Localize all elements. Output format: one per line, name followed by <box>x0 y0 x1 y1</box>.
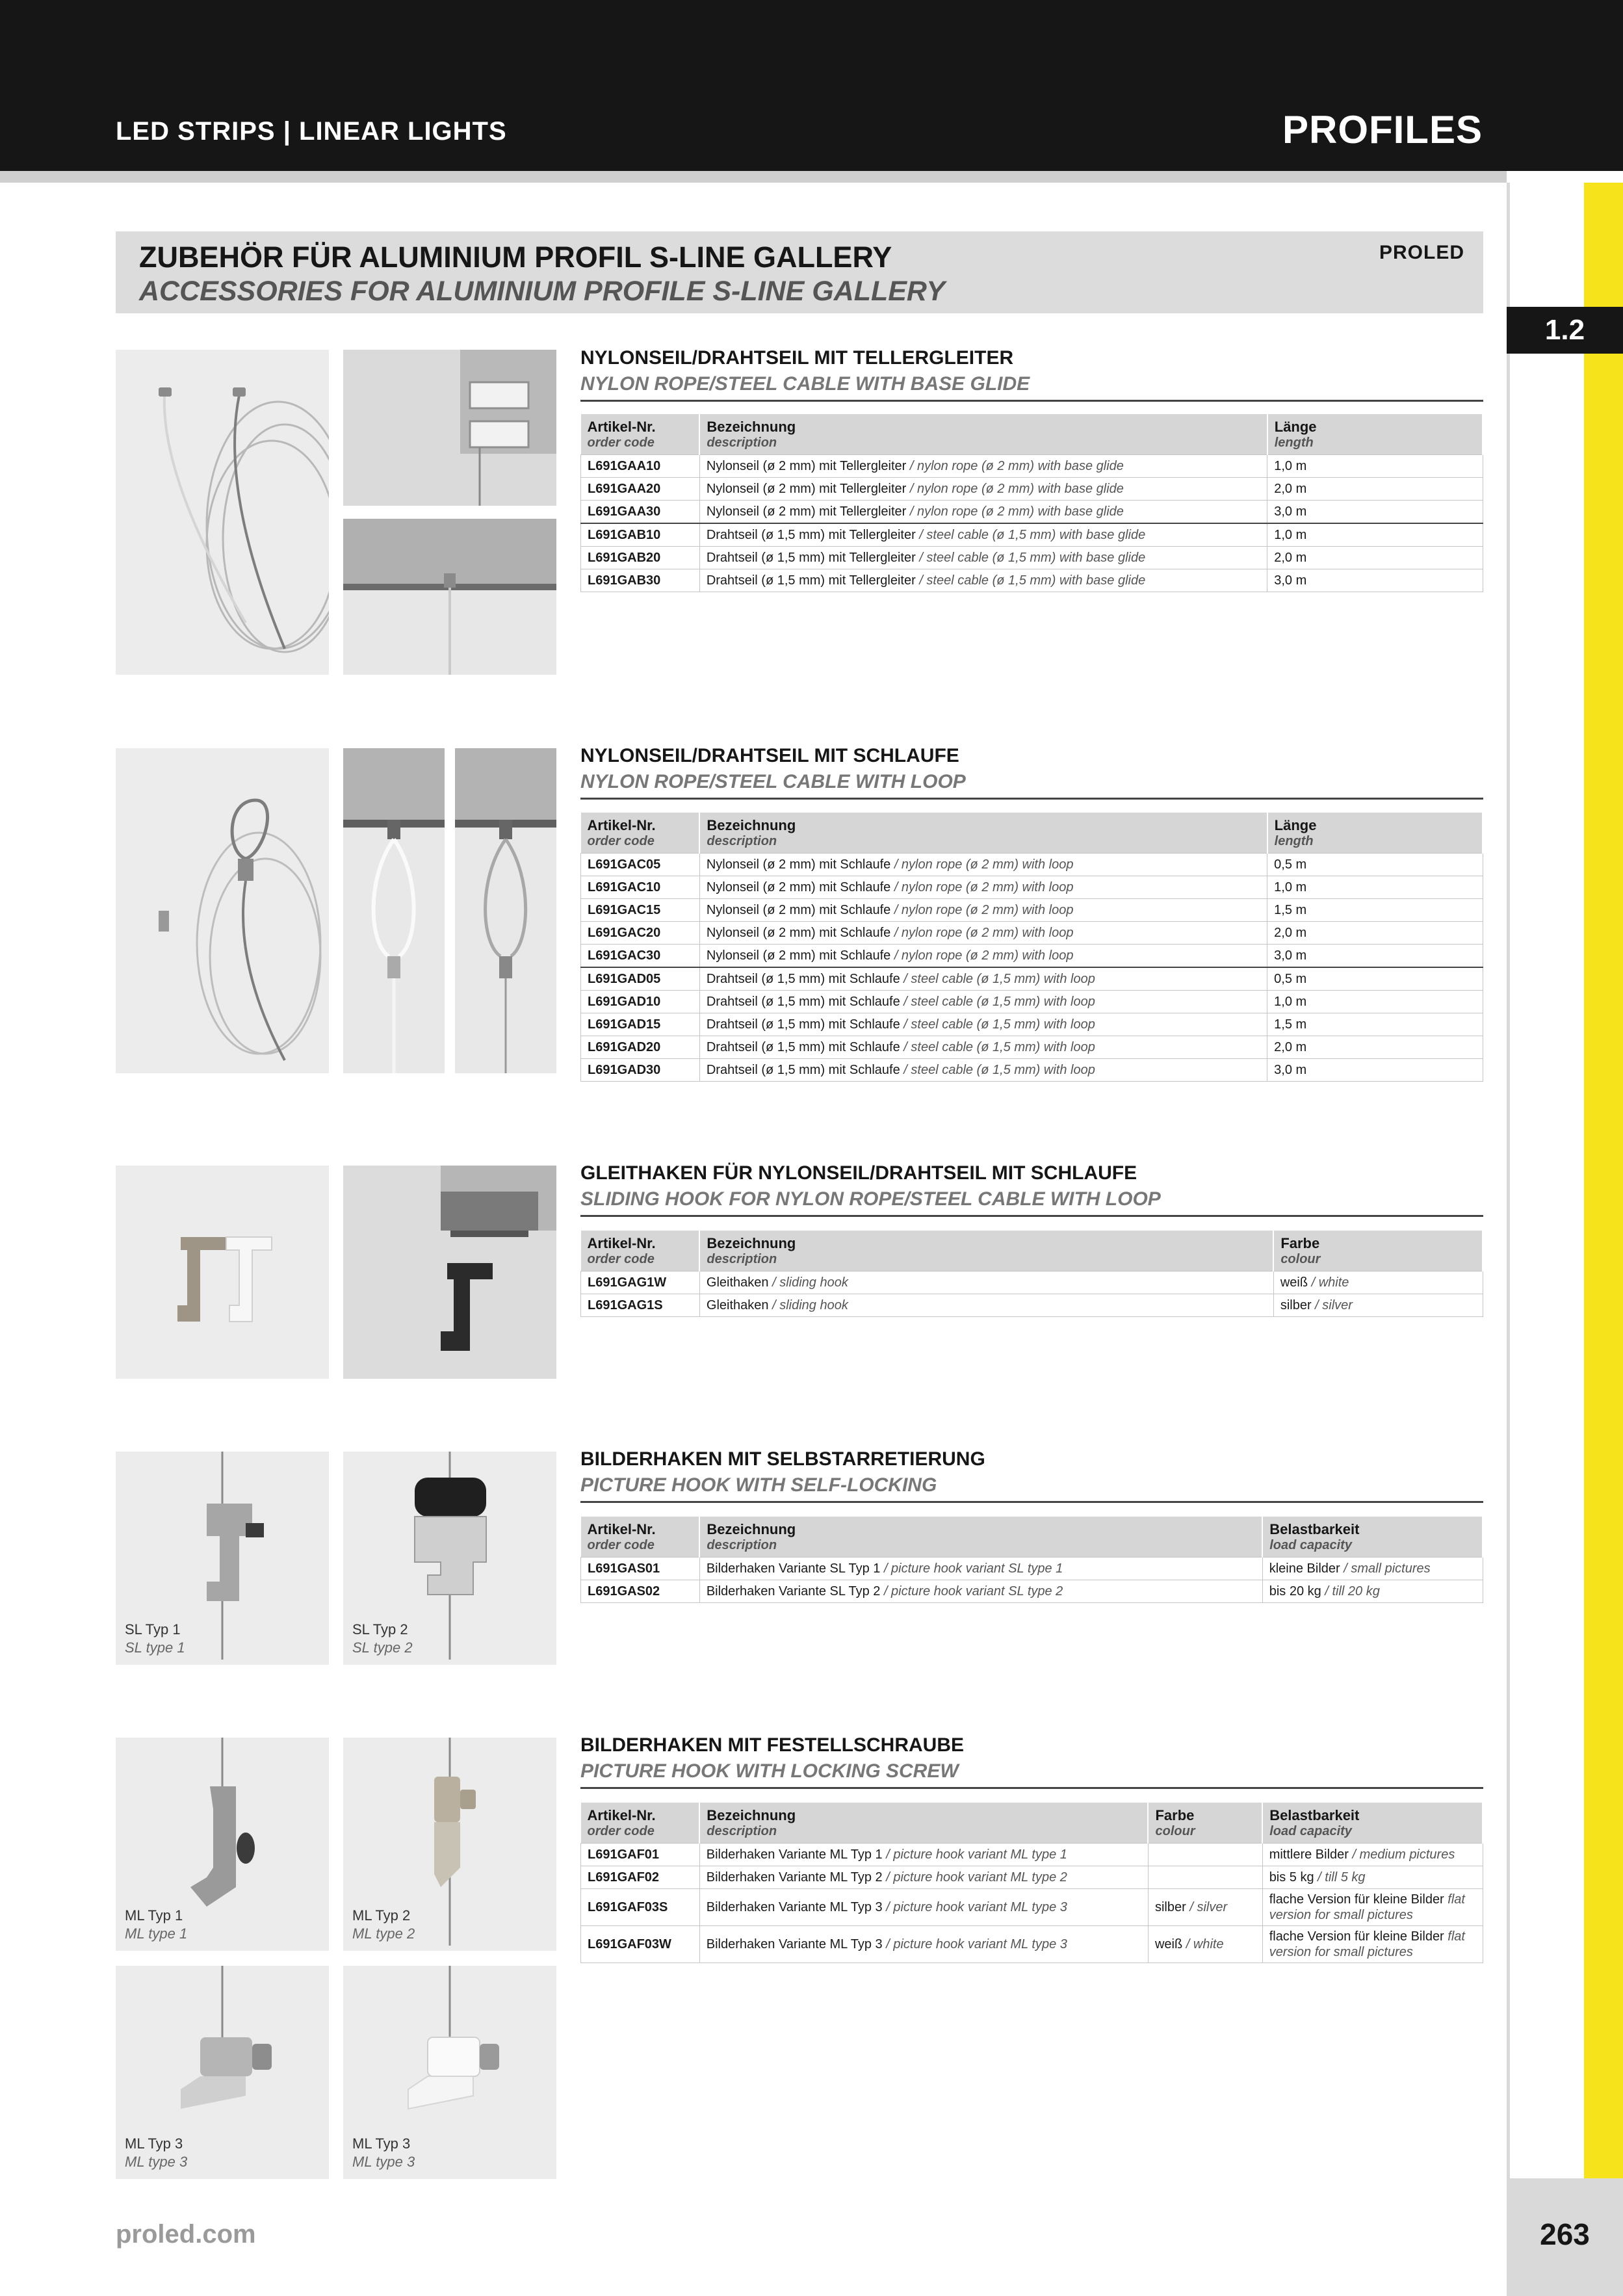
col-length: Länge length <box>1267 414 1483 455</box>
table-row: L691GAC30 Nylonseil (ø 2 mm) mit Schlaufe / nylon rope (ø 2 mm) with loop 3,0 m <box>581 945 1483 968</box>
table-row: L691GAC20 Nylonseil (ø 2 mm) mit Schlaufe / nylon rope (ø 2 mm) with loop 2,0 m <box>581 922 1483 945</box>
col-order-code: Artikel-Nr. order code <box>581 1517 700 1558</box>
col-description: Bezeichnung description <box>699 1231 1273 1272</box>
section-tab[interactable]: 1.2 <box>1507 307 1623 354</box>
section-base-glide-header <box>580 345 1483 402</box>
brand-logo: PROLED <box>1379 242 1465 263</box>
photo-profile-glide <box>343 350 556 506</box>
table-row: L691GAD30 Drahtseil (ø 1,5 mm) mit Schlaufe / steel cable (ø 1,5 mm) with loop 3,0 m <box>581 1059 1483 1082</box>
table-row: L691GAD05 Drahtseil (ø 1,5 mm) mit Schlaufe / steel cable (ø 1,5 mm) with loop 0,5 m <box>581 967 1483 991</box>
photo-caption: SL Typ 1 SL type 1 <box>125 1621 185 1656</box>
table-loop <box>580 813 1483 1082</box>
col-order-code: Artikel-Nr. order code <box>581 414 700 455</box>
table-locking-screw <box>580 1803 1483 1963</box>
table-row: L691GAC15 Nylonseil (ø 2 mm) mit Schlaufe / nylon rope (ø 2 mm) with loop 1,5 m <box>581 899 1483 922</box>
section-title-en: SLIDING HOOK FOR NYLON ROPE/STEEL CABLE WITH LOOP <box>580 1188 1161 1210</box>
photo-ml-type-2 <box>343 1738 556 1951</box>
col-description: Bezeichnung description <box>699 1803 1148 1844</box>
photo-caption: ML Typ 1 ML type 1 <box>125 1907 188 1942</box>
col-colour: Farbe colour <box>1148 1803 1262 1844</box>
footer-url[interactable]: proled.com <box>116 2220 256 2249</box>
photo-ml-type-1 <box>116 1738 329 1951</box>
photo-caption: ML Typ 3 ML type 3 <box>125 2135 188 2170</box>
table-row: L691GAS01 Bilderhaken Variante SL Typ 1 / picture hook variant SL type 1 kleine Bilder / small pictures <box>581 1558 1483 1580</box>
photo-caption: ML Typ 3 ML type 3 <box>352 2135 415 2170</box>
section-sliding-hook-header <box>580 1160 1483 1217</box>
photo-caption: ML Typ 2 ML type 2 <box>352 1907 415 1942</box>
header-title: PROFILES <box>1282 108 1483 151</box>
table-row: L691GAS02 Bilderhaken Variante SL Typ 2 / picture hook variant SL type 2 bis 20 kg / till 20 kg <box>581 1580 1483 1603</box>
col-load-capacity: Belastbarkeit load capacity <box>1262 1803 1483 1844</box>
table-row: L691GAC05 Nylonseil (ø 2 mm) mit Schlaufe / nylon rope (ø 2 mm) with loop 0,5 m <box>581 854 1483 876</box>
section-title-de: NYLONSEIL/DRAHTSEIL MIT SCHLAUFE <box>580 745 959 766</box>
col-description: Bezeichnung description <box>699 813 1267 854</box>
col-order-code: Artikel-Nr. order code <box>581 1231 700 1272</box>
table-row: L691GAD20 Drahtseil (ø 1,5 mm) mit Schlaufe / steel cable (ø 1,5 mm) with loop 2,0 m <box>581 1036 1483 1059</box>
col-colour: Farbe colour <box>1273 1231 1483 1272</box>
table-row: L691GAC10 Nylonseil (ø 2 mm) mit Schlaufe / nylon rope (ø 2 mm) with loop 1,0 m <box>581 876 1483 899</box>
table-row: L691GAG1S Gleithaken / sliding hook silber / silver <box>581 1294 1483 1317</box>
table-row: L691GAA10 Nylonseil (ø 2 mm) mit Tellergleiter / nylon rope (ø 2 mm) with base glide 1,0 m <box>581 455 1483 478</box>
section-title-de: GLEITHAKEN FÜR NYLONSEIL/DRAHTSEIL MIT SCHLAUFE <box>580 1162 1137 1184</box>
table-row: L691GAB10 Drahtseil (ø 1,5 mm) mit Tellergleiter / steel cable (ø 1,5 mm) with base glide 1,0 m <box>581 523 1483 547</box>
photo-sl-type-1 <box>116 1452 329 1665</box>
header-category: LED STRIPS | LINEAR LIGHTS <box>116 117 507 146</box>
section-title-de: NYLONSEIL/DRAHTSEIL MIT TELLERGLEITER <box>580 347 1014 369</box>
section-title-en: PICTURE HOOK WITH SELF-LOCKING <box>580 1474 937 1496</box>
photo-rail-nylon-loop <box>343 748 445 1073</box>
section-title-en: NYLON ROPE/STEEL CABLE WITH BASE GLIDE <box>580 373 1030 395</box>
photo-ml-type-3-white <box>343 1966 556 2179</box>
photo-caption: SL Typ 2 SL type 2 <box>352 1621 413 1656</box>
table-row: L691GAA30 Nylonseil (ø 2 mm) mit Tellergleiter / nylon rope (ø 2 mm) with base glide 3,0 m <box>581 501 1483 524</box>
col-order-code: Artikel-Nr. order code <box>581 813 700 854</box>
table-row: L691GAD10 Drahtseil (ø 1,5 mm) mit Schlaufe / steel cable (ø 1,5 mm) with loop 1,0 m <box>581 991 1483 1013</box>
page-title-en: ACCESSORIES FOR ALUMINIUM PROFILE S-LINE GALLERY <box>139 276 945 307</box>
table-self-locking <box>580 1517 1483 1603</box>
photo-rope-coil <box>116 350 329 675</box>
col-length: Länge length <box>1267 813 1483 854</box>
table-sliding-hook <box>580 1231 1483 1317</box>
photo-ml-type-3-silver <box>116 1966 329 2179</box>
col-description: Bezeichnung description <box>699 1517 1262 1558</box>
col-order-code: Artikel-Nr. order code <box>581 1803 700 1844</box>
photo-rail-steel-loop <box>455 748 556 1073</box>
table-base-glide <box>580 414 1483 592</box>
page-number: 263 <box>1540 2217 1590 2251</box>
section-title-en: PICTURE HOOK WITH LOCKING SCREW <box>580 1760 959 1782</box>
table-row: L691GAA20 Nylonseil (ø 2 mm) mit Tellergleiter / nylon rope (ø 2 mm) with base glide 2,0 m <box>581 478 1483 501</box>
page-title-de: ZUBEHÖR FÜR ALUMINIUM PROFIL S-LINE GALLERY <box>139 241 892 274</box>
photo-rail-glide <box>343 519 556 675</box>
photo-rail-sliding-hook <box>343 1166 556 1379</box>
table-row: L691GAD15 Drahtseil (ø 1,5 mm) mit Schlaufe / steel cable (ø 1,5 mm) with loop 1,5 m <box>581 1013 1483 1036</box>
section-title-de: BILDERHAKEN MIT SELBSTARRETIERUNG <box>580 1448 985 1470</box>
table-row: L691GAF03S Bilderhaken Variante ML Typ 3 / picture hook variant ML type 3 silber / silver flache Version für kleine Bilder flat version for small pictures <box>581 1889 1483 1926</box>
photo-sl-type-2 <box>343 1452 556 1665</box>
table-row: L691GAF01 Bilderhaken Variante ML Typ 1 / picture hook variant ML type 1 mittlere Bilder / medium pictures <box>581 1844 1483 1866</box>
chapter-color-bar <box>1584 183 1623 2178</box>
photo-loop-coil <box>116 748 329 1073</box>
table-row: L691GAF02 Bilderhaken Variante ML Typ 2 / picture hook variant ML type 2 bis 5 kg / till 5 kg <box>581 1866 1483 1889</box>
table-row: L691GAB20 Drahtseil (ø 1,5 mm) mit Tellergleiter / steel cable (ø 1,5 mm) with base glide 2,0 m <box>581 547 1483 569</box>
col-load-capacity: Belastbarkeit load capacity <box>1262 1517 1483 1558</box>
table-row: L691GAB30 Drahtseil (ø 1,5 mm) mit Tellergleiter / steel cable (ø 1,5 mm) with base glide 3,0 m <box>581 569 1483 592</box>
table-row: L691GAG1W Gleithaken / sliding hook weiß / white <box>581 1272 1483 1294</box>
col-description: Bezeichnung description <box>699 414 1267 455</box>
section-loop-header <box>580 743 1483 800</box>
photo-sliding-hooks <box>116 1166 329 1379</box>
section-self-locking-header <box>580 1446 1483 1503</box>
section-locking-screw-header <box>580 1732 1483 1789</box>
header-divider <box>0 171 1507 183</box>
table-row: L691GAF03W Bilderhaken Variante ML Typ 3 / picture hook variant ML type 3 weiß / white flache Version für kleine Bilder flat version for small pictures <box>581 1926 1483 1963</box>
section-title-de: BILDERHAKEN MIT FESTELLSCHRAUBE <box>580 1734 964 1756</box>
section-title-en: NYLON ROPE/STEEL CABLE WITH LOOP <box>580 771 966 792</box>
